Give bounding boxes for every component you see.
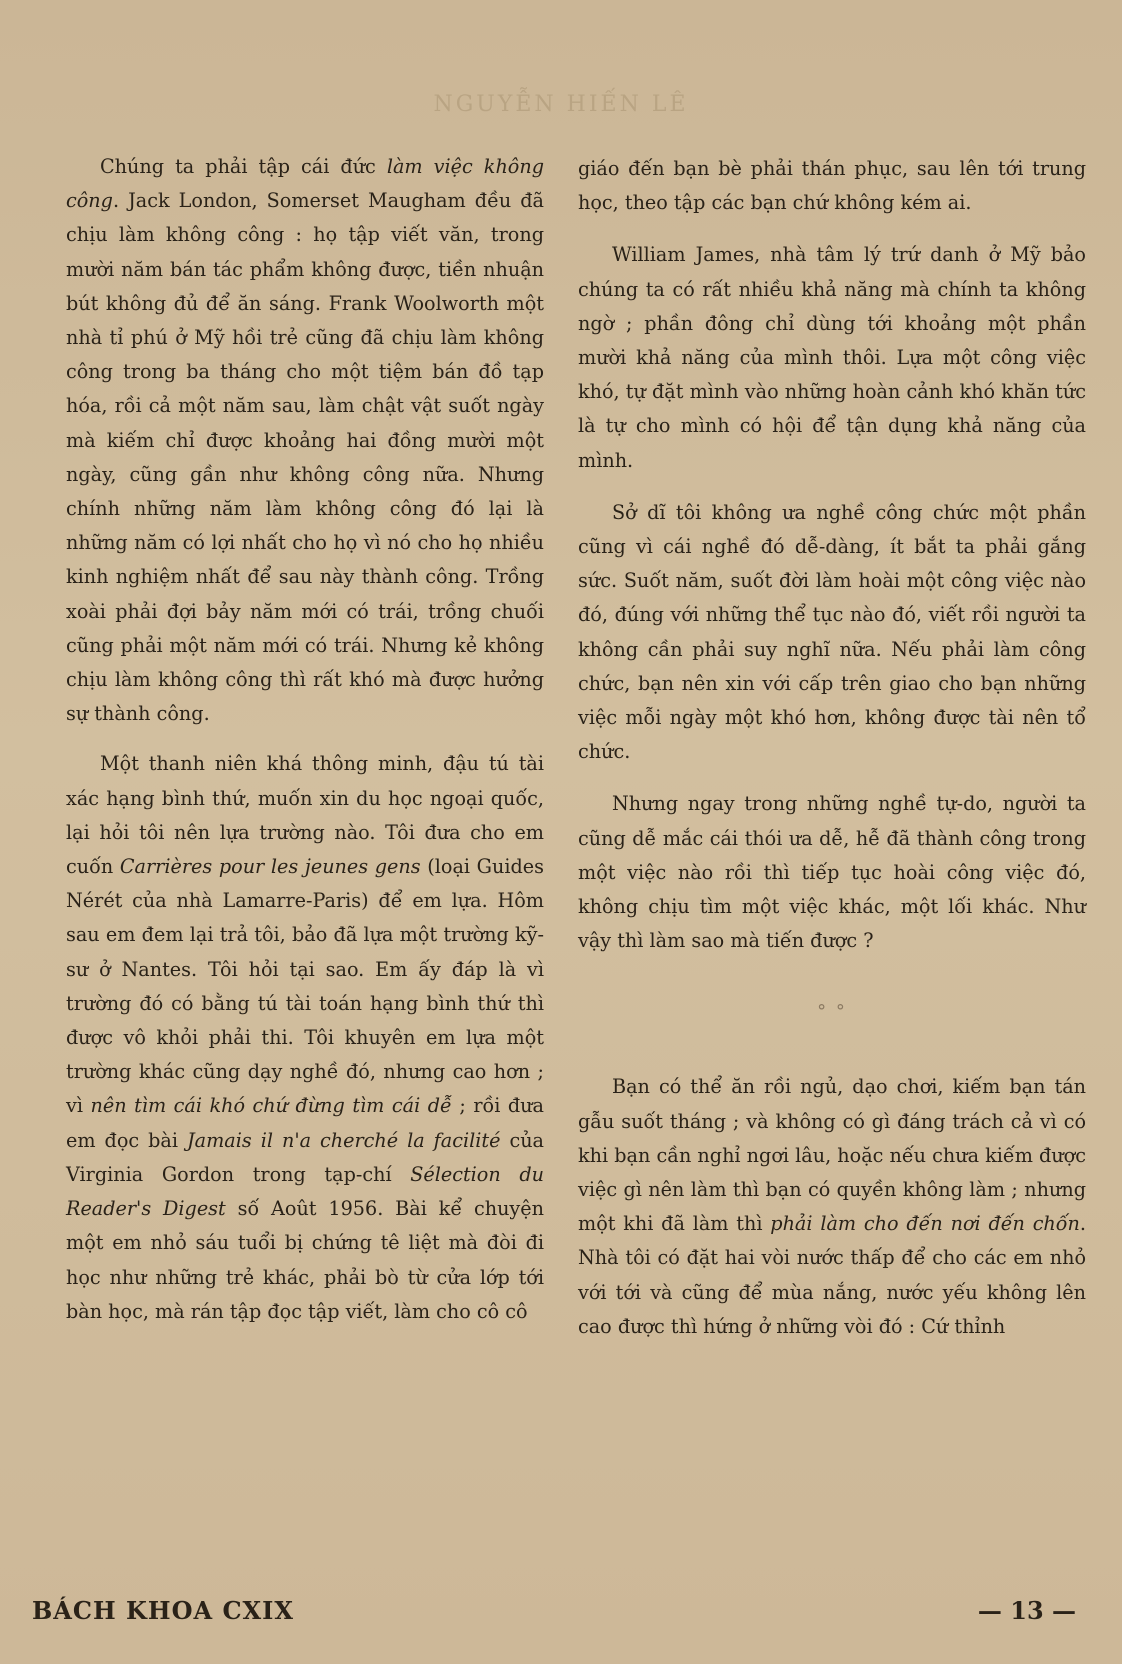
article-title: Jamais il n'a cherché la facilité xyxy=(186,1128,501,1152)
text-run: ; rồi đưa em đọc bài xyxy=(66,1094,544,1152)
section-separator: ° ° xyxy=(817,1001,847,1023)
paragraph xyxy=(578,1070,1086,1344)
text-run: Một thanh niên khá thông minh, đậu tú tài xác hạng bình thứ, muốn xin du học ngoại quốc, lại hỏi tôi nên lựa trường nào. Tôi đưa cho em cuốn xyxy=(66,752,544,879)
page-number: — 13 — xyxy=(977,1596,1076,1625)
paragraph xyxy=(66,150,544,731)
book-title: Carrières pour les jeunes gens xyxy=(119,855,421,879)
italic-phrase: nên tìm cái khó chứ đừng tìm cái dễ xyxy=(90,1094,452,1118)
running-header: NGUYỄN HIẾN LÊ xyxy=(433,92,689,117)
paragraph: Sở dĩ tôi không ưa nghề công chức một phần cũng vì cái nghề đó dễ-dàng, ít bắt ta phải gắng sức. Suốt năm, suốt đời làm hoài một công việc nào đó, đúng với những thể tục nào đó, viết rồi người ta không cần phải suy nghĩ nữa. Nếu phải làm công chức, bạn nên xin với cấp trên giao cho bạn những việc mỗi ngày một khó hơn, không được tài nên tổ chức. xyxy=(578,500,1086,764)
paragraph: William James, nhà tâm lý trứ danh ở Mỹ bảo chúng ta có rất nhiều khả năng mà chính ta không ngờ ; phần đông chỉ dùng tới khoảng một phần mười khả năng của mình thôi. Lựa một công việc khó, tự đặt mình vào những hoàn cảnh khó khăn tức là tự cho mình có hội để tận dụng khả năng của mình. xyxy=(578,243,1086,472)
magazine-title: Sélection du Reader's Digest xyxy=(66,1162,544,1221)
text-run: Chúng ta phải tập cái đức xyxy=(100,155,387,178)
text-run: (loại Guides Nérét của nhà Lamarre-Paris) để em lựa. Hôm sau em đem lại trả tôi, bảo đã lựa một trường kỹ-sư ở Nantes. Tôi hỏi tại sao. Em ấy đáp là vì trường đó có bằng tú tài toán hạng bình thứ thì được vô khỏi phải thi. Tôi khuyên em lựa một trường khác cũng dạy nghề đó, nhưng cao hơn ; vì xyxy=(66,855,544,1118)
left-column xyxy=(66,150,544,1329)
paragraph: Nhưng ngay trong những nghề tự-do, người ta cũng dễ mắc cái thói ưa dễ, hễ đã thành công trong một việc nào rồi thì tiếp tục hoài công việc đó, không chịu tìm một việc khác, một lối khác. Như vậy thì làm sao mà tiến được ? xyxy=(578,792,1086,953)
paragraph: giáo đến bạn bè phải thán phục, sau lên tới trung học, theo tập các bạn chứ không kém ai. xyxy=(578,157,1086,215)
text-run: số Août 1956. Bài kể chuyện một em nhỏ sáu tuổi bị chứng tê liệt mà đòi đi học như những trẻ khác, phải bò từ cửa lớp tới bàn học, mà rán tập đọc tập viết, làm cho cô cô xyxy=(66,1197,544,1323)
text-run: Bạn có thể ăn rồi ngủ, dạo chơi, kiếm bạn tán gẫu suốt tháng ; và không có gì đáng trách cả vì có khi bạn cần nghỉ ngơi lâu, hoặc nếu chưa kiếm được việc gì nên làm thì bạn có quyền không làm ; nhưng một khi đã làm thì xyxy=(578,1075,1086,1236)
text-run: của Virginia Gordon trong tạp-chí xyxy=(66,1128,544,1186)
paragraph xyxy=(66,747,544,1328)
right-column xyxy=(578,152,1086,1344)
text-run: . Jack London, Somerset Maugham đều đã chịu làm không công : họ tập viết văn, trong mười năm bán tác phẩm không được, tiền nhuận bút không đủ để ăn sáng. Frank Woolworth một nhà tỉ phú ở Mỹ hồi trẻ cũng đã chịu làm không công trong ba tháng cho một tiệm bán đồ tạp hóa, rồi cả một năm sau, làm chật vật suốt ngày mà kiếm chỉ được khoảng hai đồng mười một ngày, cũng gần như không công nữa. Nhưng chính những năm làm không công đó lại là những năm có lợi nhất cho họ vì nó cho họ nhiều kinh nghiệm nhất để sau này thành công. Trồng xoài phải đợi bảy năm mới có trái, trồng chuối cũng phải một năm mới có trái. Nhưng kẻ không chịu làm không công thì rất khó mà được hưởng sự thành công. xyxy=(66,189,544,726)
italic-phrase: phải làm cho đến nơi đến chốn xyxy=(770,1212,1080,1236)
magazine-name: BÁCH KHOA CXIX xyxy=(32,1596,295,1625)
italic-phrase: làm việc không công xyxy=(66,155,544,213)
text-run: . Nhà tôi có đặt hai vòi nước thấp để cho các em nhỏ với tới và cũng để mùa nắng, nước yếu không lên cao được thì hứng ở những vòi đó : Cứ thỉnh xyxy=(578,1212,1086,1338)
